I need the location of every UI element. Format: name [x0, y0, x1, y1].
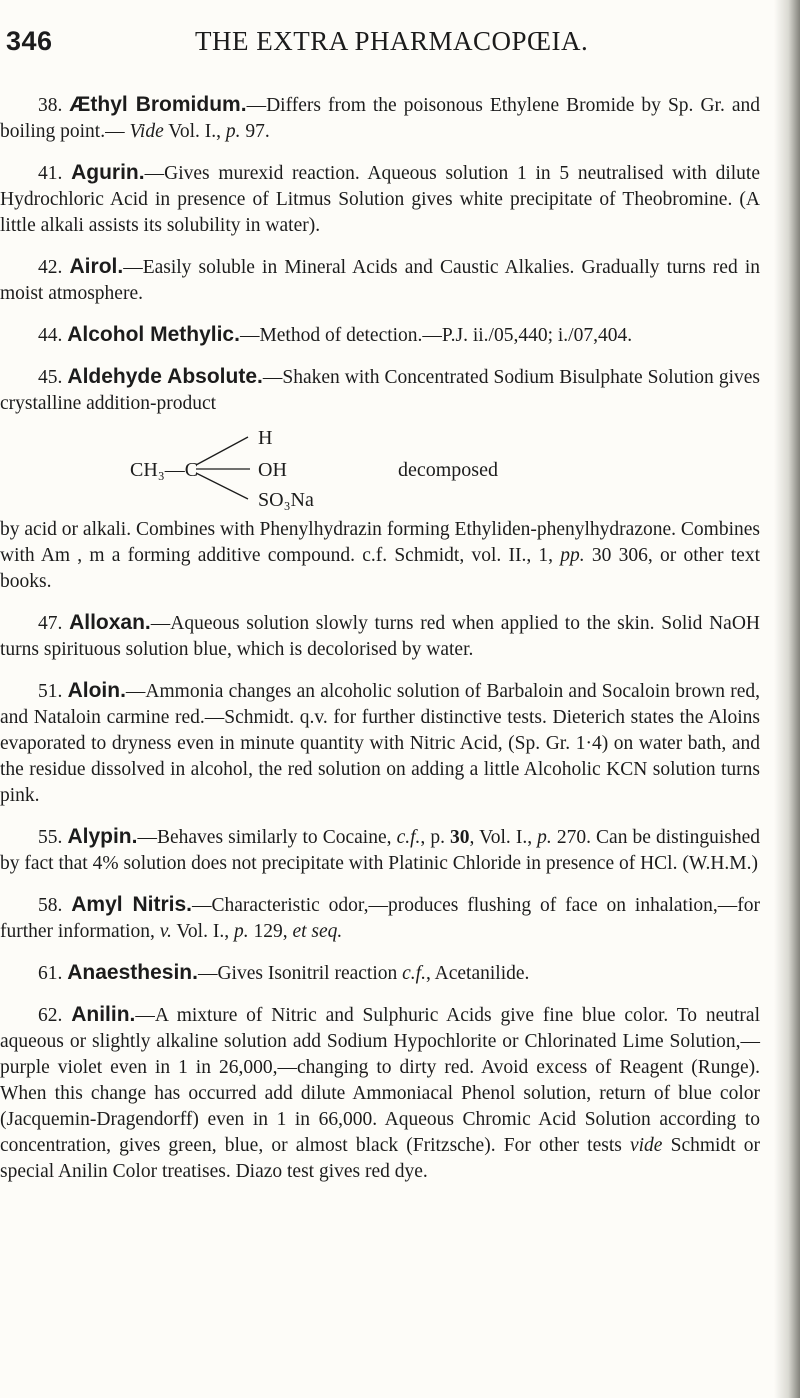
entry-number: 42. — [38, 257, 63, 278]
page-edge-shadow — [774, 0, 800, 1398]
entry-text: Vol. I., — [163, 121, 226, 142]
entry-text: —A mixture of Nitric and Sulphuric Acids give fine blue color. To neutral aqueous or slightly alkaline solution add Sodium Hypochlorite or Chlorinated Lime Solution,—purple violet even in 1 in 26,000,—changing to dirty red. Avoid excess of Reagent (Runge). When this change has occurred add dilute Ammoniacal Phenol solution, return of blue color (Jacquemin-Dragendorff) even in 1 in 66,000. Aqueous Chromic Acid Solution according to concentration, gives green, blue, or almost black (Fritzsche). For other tests — [0, 1005, 760, 1156]
entry-text: 129, — [248, 921, 293, 942]
entry-aldehyde-absolute — [0, 364, 760, 595]
page-body — [0, 92, 760, 1200]
entry-text: —Gives Isonitril reaction — [197, 963, 403, 984]
formula-note: decomposed — [398, 459, 498, 481]
entry-number: 41. — [38, 163, 63, 184]
entry-alcohol-methylic — [0, 322, 760, 349]
entry-number: 62. — [38, 1005, 63, 1026]
entry-agurin — [0, 160, 760, 239]
entry-text: , Vol. I., — [469, 827, 538, 848]
entry-text-italic: pp. — [560, 545, 585, 566]
entry-text: , p. — [420, 827, 451, 848]
formula-main-group: CH₃—C — [130, 459, 199, 481]
bond-line-bottom — [196, 473, 248, 499]
entry-text: —Shaken with Concentrated Sodium Bisulphate Solution gives crystalline addition-product — [0, 367, 760, 414]
formula-bonds — [0, 421, 760, 513]
entry-text: 30 306, or other text books. — [0, 545, 760, 592]
entry-text-italic: p. — [225, 121, 241, 142]
entry-text: —Method of detection.—P.J. ii./05,440; i./07,404. — [239, 325, 633, 346]
entry-title: Agurin. — [71, 161, 145, 184]
entry-text: —Behaves similarly to Cocaine, — [137, 827, 397, 848]
entry-alypin — [0, 824, 760, 877]
entry-number: 58. — [38, 895, 63, 916]
structural-formula — [0, 421, 760, 513]
entry-anaesthesin — [0, 960, 760, 987]
entry-alloxan — [0, 610, 760, 663]
page-number: 346 — [6, 26, 53, 56]
entry-title: Alloxan. — [69, 611, 151, 634]
entry-text-italic: c.f. — [396, 827, 421, 848]
entry-number: 51. — [38, 681, 63, 702]
entry-number: 55. — [38, 827, 63, 848]
entry-text: , Acetanilide. — [425, 963, 530, 984]
entry-text: —Easily soluble in Mineral Acids and Caustic Alkalies. Gradually turns red in moist atmosphere. — [0, 257, 760, 304]
entry-title: Airol. — [69, 255, 124, 278]
entry-number: 47. — [38, 613, 63, 634]
entry-aloin — [0, 678, 760, 809]
entry-title: Alypin. — [67, 825, 138, 848]
entry-text-italic: p. — [537, 827, 552, 848]
entry-title: Anaesthesin. — [67, 961, 198, 984]
page-header — [0, 18, 780, 62]
entry-text: —Differs from the poisonous Ethylene Bromide by Sp. Gr. and boiling point.— — [0, 95, 760, 142]
entry-text-italic: vide — [629, 1135, 663, 1156]
formula-substituent-h: H — [258, 427, 273, 449]
formula-substituent-oh: OH — [258, 459, 287, 481]
entry-paragraph — [0, 364, 760, 417]
entry-title: Anilin. — [71, 1003, 136, 1026]
entry-text-italic: c.f. — [402, 963, 426, 984]
entry-text-italic: p. — [233, 921, 249, 942]
bond-line-top — [196, 437, 248, 465]
formula-substituent-so3na: SO₃Na — [258, 489, 314, 511]
entry-title: Æthyl Bromidum. — [69, 93, 247, 116]
entry-paragraph-continued — [0, 517, 760, 595]
entry-text: —Ammonia changes an alcoholic solution of Barbaloin and Socaloin brown red, and Nataloin carmine red.—Schmidt. q.v. for further distinctive tests. Dieterich states the Aloins evaporated to dryness even in minute quantity with Nitric Acid, (Sp. Gr. 1·4) on water bath, and the residue dissolved in alcohol, the red solution on adding a little Alcoholic KCN solution turns pink. — [0, 681, 760, 806]
entry-text: 270. Can be distinguished by fact that 4% solution does not precipitate with Platinic Chloride in presence of HCl. (W.H.M.) — [0, 827, 760, 874]
entry-number: 44. — [38, 325, 63, 346]
running-title: THE EXTRA PHARMACOPŒIA. — [195, 26, 589, 56]
entry-amyl-nitris — [0, 892, 760, 945]
entry-text: 97. — [240, 121, 270, 142]
entry-title: Aldehyde Absolute. — [67, 365, 263, 388]
entry-text-italic: v. — [159, 921, 172, 942]
entry-aethyl-bromidum — [0, 92, 760, 145]
entry-number: 61. — [38, 963, 63, 984]
entry-anilin — [0, 1002, 760, 1185]
entry-text-bold: 30 — [450, 827, 470, 848]
entry-text: Schmidt or special Anilin Color treatises. Diazo test gives red dye. — [0, 1135, 760, 1182]
entry-number: 45. — [38, 367, 63, 388]
entry-text: —Aqueous solution slowly turns red when applied to the skin. Solid NaOH turns spirituous solution blue, which is decolorised by water. — [0, 613, 761, 660]
entry-text-italic: Vide — [129, 121, 164, 142]
entry-text: —Characteristic odor,—produces flushing of face on inhalation,—for further information, — [0, 895, 761, 942]
entry-text: Vol. I., — [171, 921, 234, 942]
entry-text-italic: et seq. — [292, 921, 343, 942]
entry-title: Amyl Nitris. — [71, 893, 192, 916]
entry-airol — [0, 254, 760, 307]
entry-title: Alcohol Methylic. — [67, 323, 240, 346]
entry-number: 38. — [38, 95, 63, 116]
entry-title: Aloin. — [67, 679, 126, 702]
entry-text: —Gives murexid reaction. Aqueous solution 1 in 5 neutralised with dilute Hydrochloric Acid in presence of Litmus Solution gives white precipitate of Theobromine. (A little alkali assists its solubility in water). — [0, 163, 760, 236]
entry-text: by acid or alkali. Combines with Phenylhydrazin forming Ethyliden-phenylhydrazone. Combines with Am , m a forming additive compound. c.f. Schmidt, vol. II., 1, — [0, 519, 760, 566]
